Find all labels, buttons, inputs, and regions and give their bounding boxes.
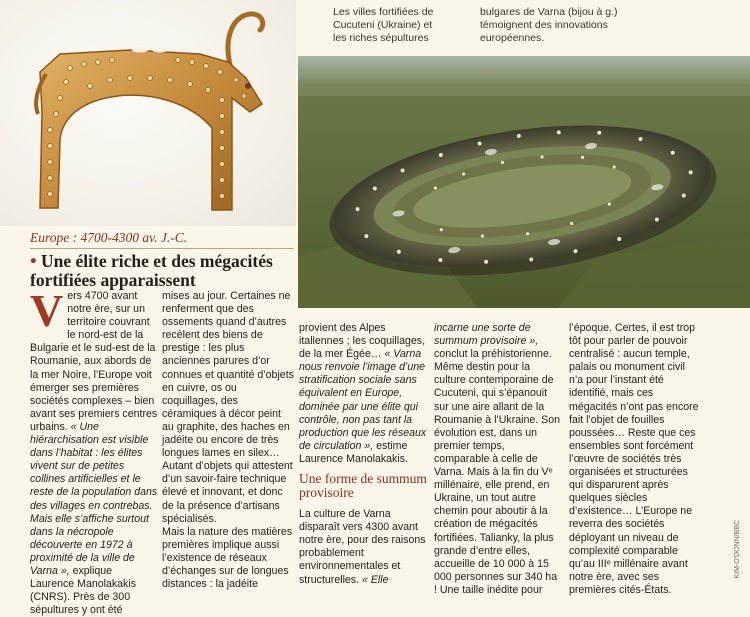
col3-paragraph-2 bbox=[299, 508, 427, 587]
article-column-5 bbox=[569, 322, 701, 597]
col3-tail: estime Laurence Manolakakis. bbox=[299, 439, 408, 465]
article-column-4 bbox=[434, 322, 562, 597]
col1-quote: « Une hiérarchisation est visible dans l’habitat : les élites vivent sur de petites collines artificielles et le reste de la population dans des villages en contrebas. Mais elle s’affiche surtout dans la nécropole découverte en 1972 à proximité de la ville de Varna », bbox=[30, 420, 158, 577]
photo-caption-part-a: Les villes fortifiées de Cucuteni (Ukraine) et les riches sépultures bbox=[333, 6, 434, 44]
fortified-city-illustration bbox=[298, 56, 750, 308]
col1-tail: explique Laurence Manolakakis (CNRS). Près de 300 sépultures y ont été bbox=[30, 564, 136, 617]
headline-text: Une élite riche et des mégacités fortifiées apparaissent bbox=[30, 251, 273, 290]
col1-lead: ers 4700 avant notre ère, sur un territoire couvrant le nord-est de la Bulgarie et le sud-est de la Roumanie, aux abords de la mer Noire, l’Europe voit émerger ses premières sociétés complexes – bien avant ses premiers centres urbains. bbox=[30, 290, 158, 433]
photo-caption-part-b: bulgares de Varna (bijou à g.) témoignent des innovations européennes. bbox=[480, 6, 618, 44]
col3-body: La culture de Varna disparaît vers 4300 avant notre ère, pour des raisons probablement environnementales et structurelles. bbox=[299, 508, 426, 586]
article-headline bbox=[30, 252, 300, 290]
col3-paragraph-1 bbox=[299, 322, 427, 466]
kicker-divider bbox=[30, 248, 294, 249]
drop-cap: V bbox=[30, 285, 64, 336]
col2-paragraph-1: mises au jour. Certaines ne renferment que des ossements quand d’autres recèlent des biens de prestige : les plus anciennes parures d’or connues et quantité d’objets en cuivre, os ou coquillages, des céramiques à décor peint au graphite, des haches en jadéite ou encore de très longues lames en silex… Autant d’objets qui attestent d’un savoir-faire technique élevé et innovant, et donc de la présence d’artisans spécialisés. bbox=[162, 290, 294, 525]
col3-quote: « Varna nous renvoie l’image d’une stratification sociale sans équivalent en Europe, dominée par une élite qui contrôle, non pas tant la production que les réseaux de circulation », bbox=[299, 348, 427, 452]
col4-quote: incarne une sorte de summum provisoire », bbox=[434, 322, 539, 348]
article-column-3 bbox=[299, 322, 427, 587]
article-subhead: Une forme de summum provisoire bbox=[299, 471, 427, 501]
gold-bull-illustration bbox=[0, 0, 296, 226]
megacity-aerial-photo bbox=[298, 56, 750, 308]
col3-body-quote: « Elle bbox=[362, 573, 389, 586]
article-column-1 bbox=[30, 285, 158, 617]
col3-lead: provient des Alpes italiennes ; les coquillages, de la mer Égée… bbox=[299, 322, 426, 361]
gold-bull-ornament-photo bbox=[0, 0, 296, 226]
article-column-2 bbox=[162, 290, 294, 591]
col4-paragraph bbox=[434, 322, 562, 597]
headline-bullet: • bbox=[30, 251, 37, 272]
col2-paragraph-2: Mais la nature des matières premières implique aussi l’existence de réseaux d’échanges sur de longues distances : la jadéite bbox=[162, 525, 293, 591]
photo-credit: KIM-O'DONN/BBC bbox=[734, 520, 741, 579]
col4-text: conclut la préhistorienne. Même destin pour la culture contemporaine de Cucuteni, qui s’épanouit sur une aire allant de la Roumanie à l’Ukraine. Son évolution est, dans un premier temps, comparable à celle de Varna. Mais à la fin du Vᵉ millénaire, elle prend, en Ukraine, un tout autre chemin pour aboutir à la création de mégacités fortifiées. Talianky, la plus grande d’entre elles, accueille de 10 000 à 15 000 personnes sur 340 ha ! Une taille inédite pour bbox=[434, 348, 561, 596]
col5-paragraph: l’époque. Certes, il est trop tôt pour parler de pouvoir centralisé : aucun temple, palais ou monument civil n’a pour l’instant été identifié, mais ces mégacités n’ont pas encore fait l’objet de fouilles poussées… Reste que ces ensembles sont forcément l’œuvre de sociétés très organisées et structurées qui disparurent après quelques siècles d’existence… L’Europe ne reverra des sociétés déployant un niveau de complexité comparable qu’au IIIᵉ millénaire avant notre ère, avec ses premières cités-États. bbox=[569, 322, 699, 596]
section-kicker: Europe : 4700-4300 av. J.-C. bbox=[30, 230, 188, 245]
